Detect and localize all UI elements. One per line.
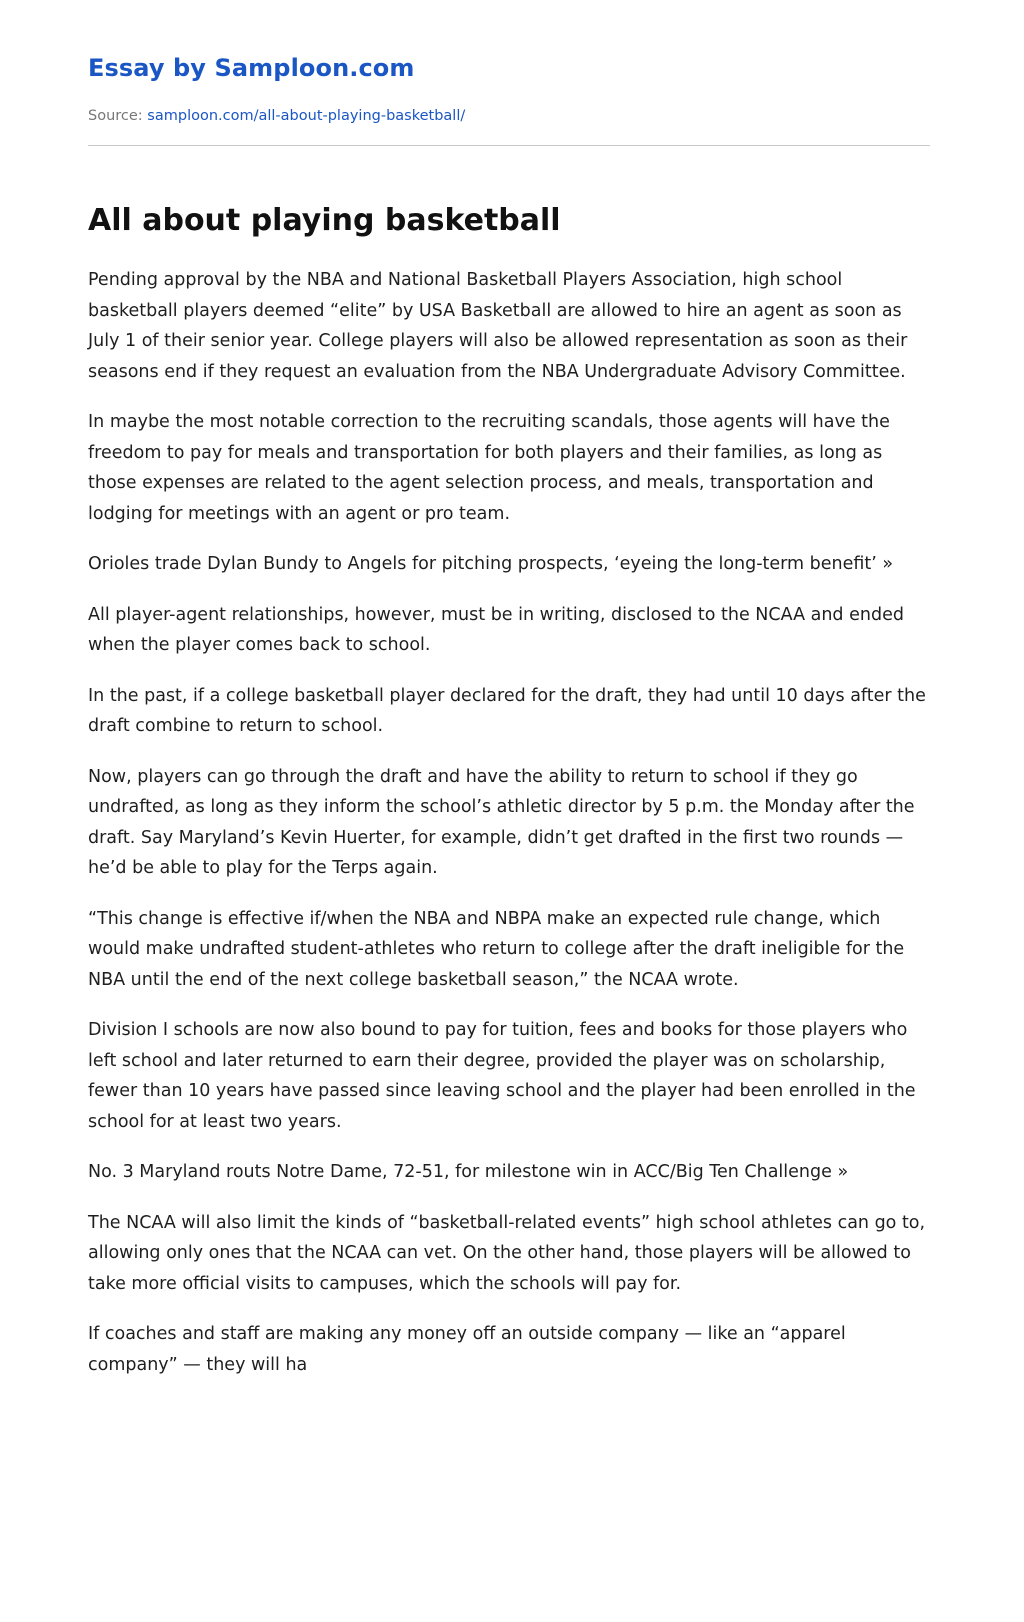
- source-label: Source:: [88, 108, 143, 124]
- paragraph: In the past, if a college basketball player declared for the draft, they had until 10 days after the draft combine to return to school.: [88, 685, 926, 736]
- paragraph: In maybe the most notable correction to the recruiting scandals, those agents will have the freedom to pay for meals and transportation for both players and their families, as long as those expenses are related to the agent selection process, and meals, transportation and lodging for meetings with an agent or pro team.: [88, 412, 890, 524]
- source-line: [88, 106, 930, 126]
- paragraph: If coaches and staff are making any money off an outside company — like an “apparel company” — they will ha: [88, 1324, 846, 1375]
- essay-body: [88, 265, 930, 1380]
- essay-title: All about playing basketball: [88, 203, 561, 238]
- source-link[interactable]: samploon.com/all-about-playing-basketball/: [147, 108, 466, 124]
- paragraph: Now, players can go through the draft and have the ability to return to school if they go undrafted, as long as they inform the school’s athletic director by 5 p.m. the Monday after the draft. Say Maryland’s Kevin Huerter, for example, didn’t get drafted in the first two rounds — he’d be able to play for the Terps again.: [88, 766, 915, 878]
- paragraph: All player-agent relationships, however, must be in writing, disclosed to the NCAA and ended when the player comes back to school.: [88, 604, 904, 655]
- paragraph: No. 3 Maryland routs Notre Dame, 72-51, for milestone win in ACC/Big Ten Challenge »: [88, 1162, 849, 1182]
- paragraph: Orioles trade Dylan Bundy to Angels for pitching prospects, ‘eyeing the long-term benefit’ »: [88, 554, 894, 574]
- paragraph: The NCAA will also limit the kinds of “basketball-related events” high school athletes can go to, allowing only ones that the NCAA can vet. On the other hand, those players will be allowed to take more official visits to campuses, which the schools will pay for.: [88, 1212, 926, 1294]
- paragraph: Division I schools are now also bound to pay for tuition, fees and books for those players who left school and later returned to earn their degree, provided the player was on scholarship, fewer than 10 years have passed since leaving school and the player had been enrolled in the school for at least two years.: [88, 1020, 916, 1132]
- header-divider: [88, 145, 930, 146]
- paragraph: Pending approval by the NBA and National Basketball Players Association, high school basketball players deemed “elite” by USA Basketball are allowed to hire an agent as soon as July 1 of their senior year. College players will also be allowed representation as soon as their seasons end if they request an evaluation from the NBA Undergraduate Advisory Committee.: [88, 270, 908, 382]
- site-brand: Essay by Samploon.com: [88, 54, 415, 82]
- paragraph: “This change is effective if/when the NBA and NBPA make an expected rule change, which would make undrafted student-athletes who return to college after the draft ineligible for the NBA until the end of the next college basketball season,” the NCAA wrote.: [88, 908, 905, 990]
